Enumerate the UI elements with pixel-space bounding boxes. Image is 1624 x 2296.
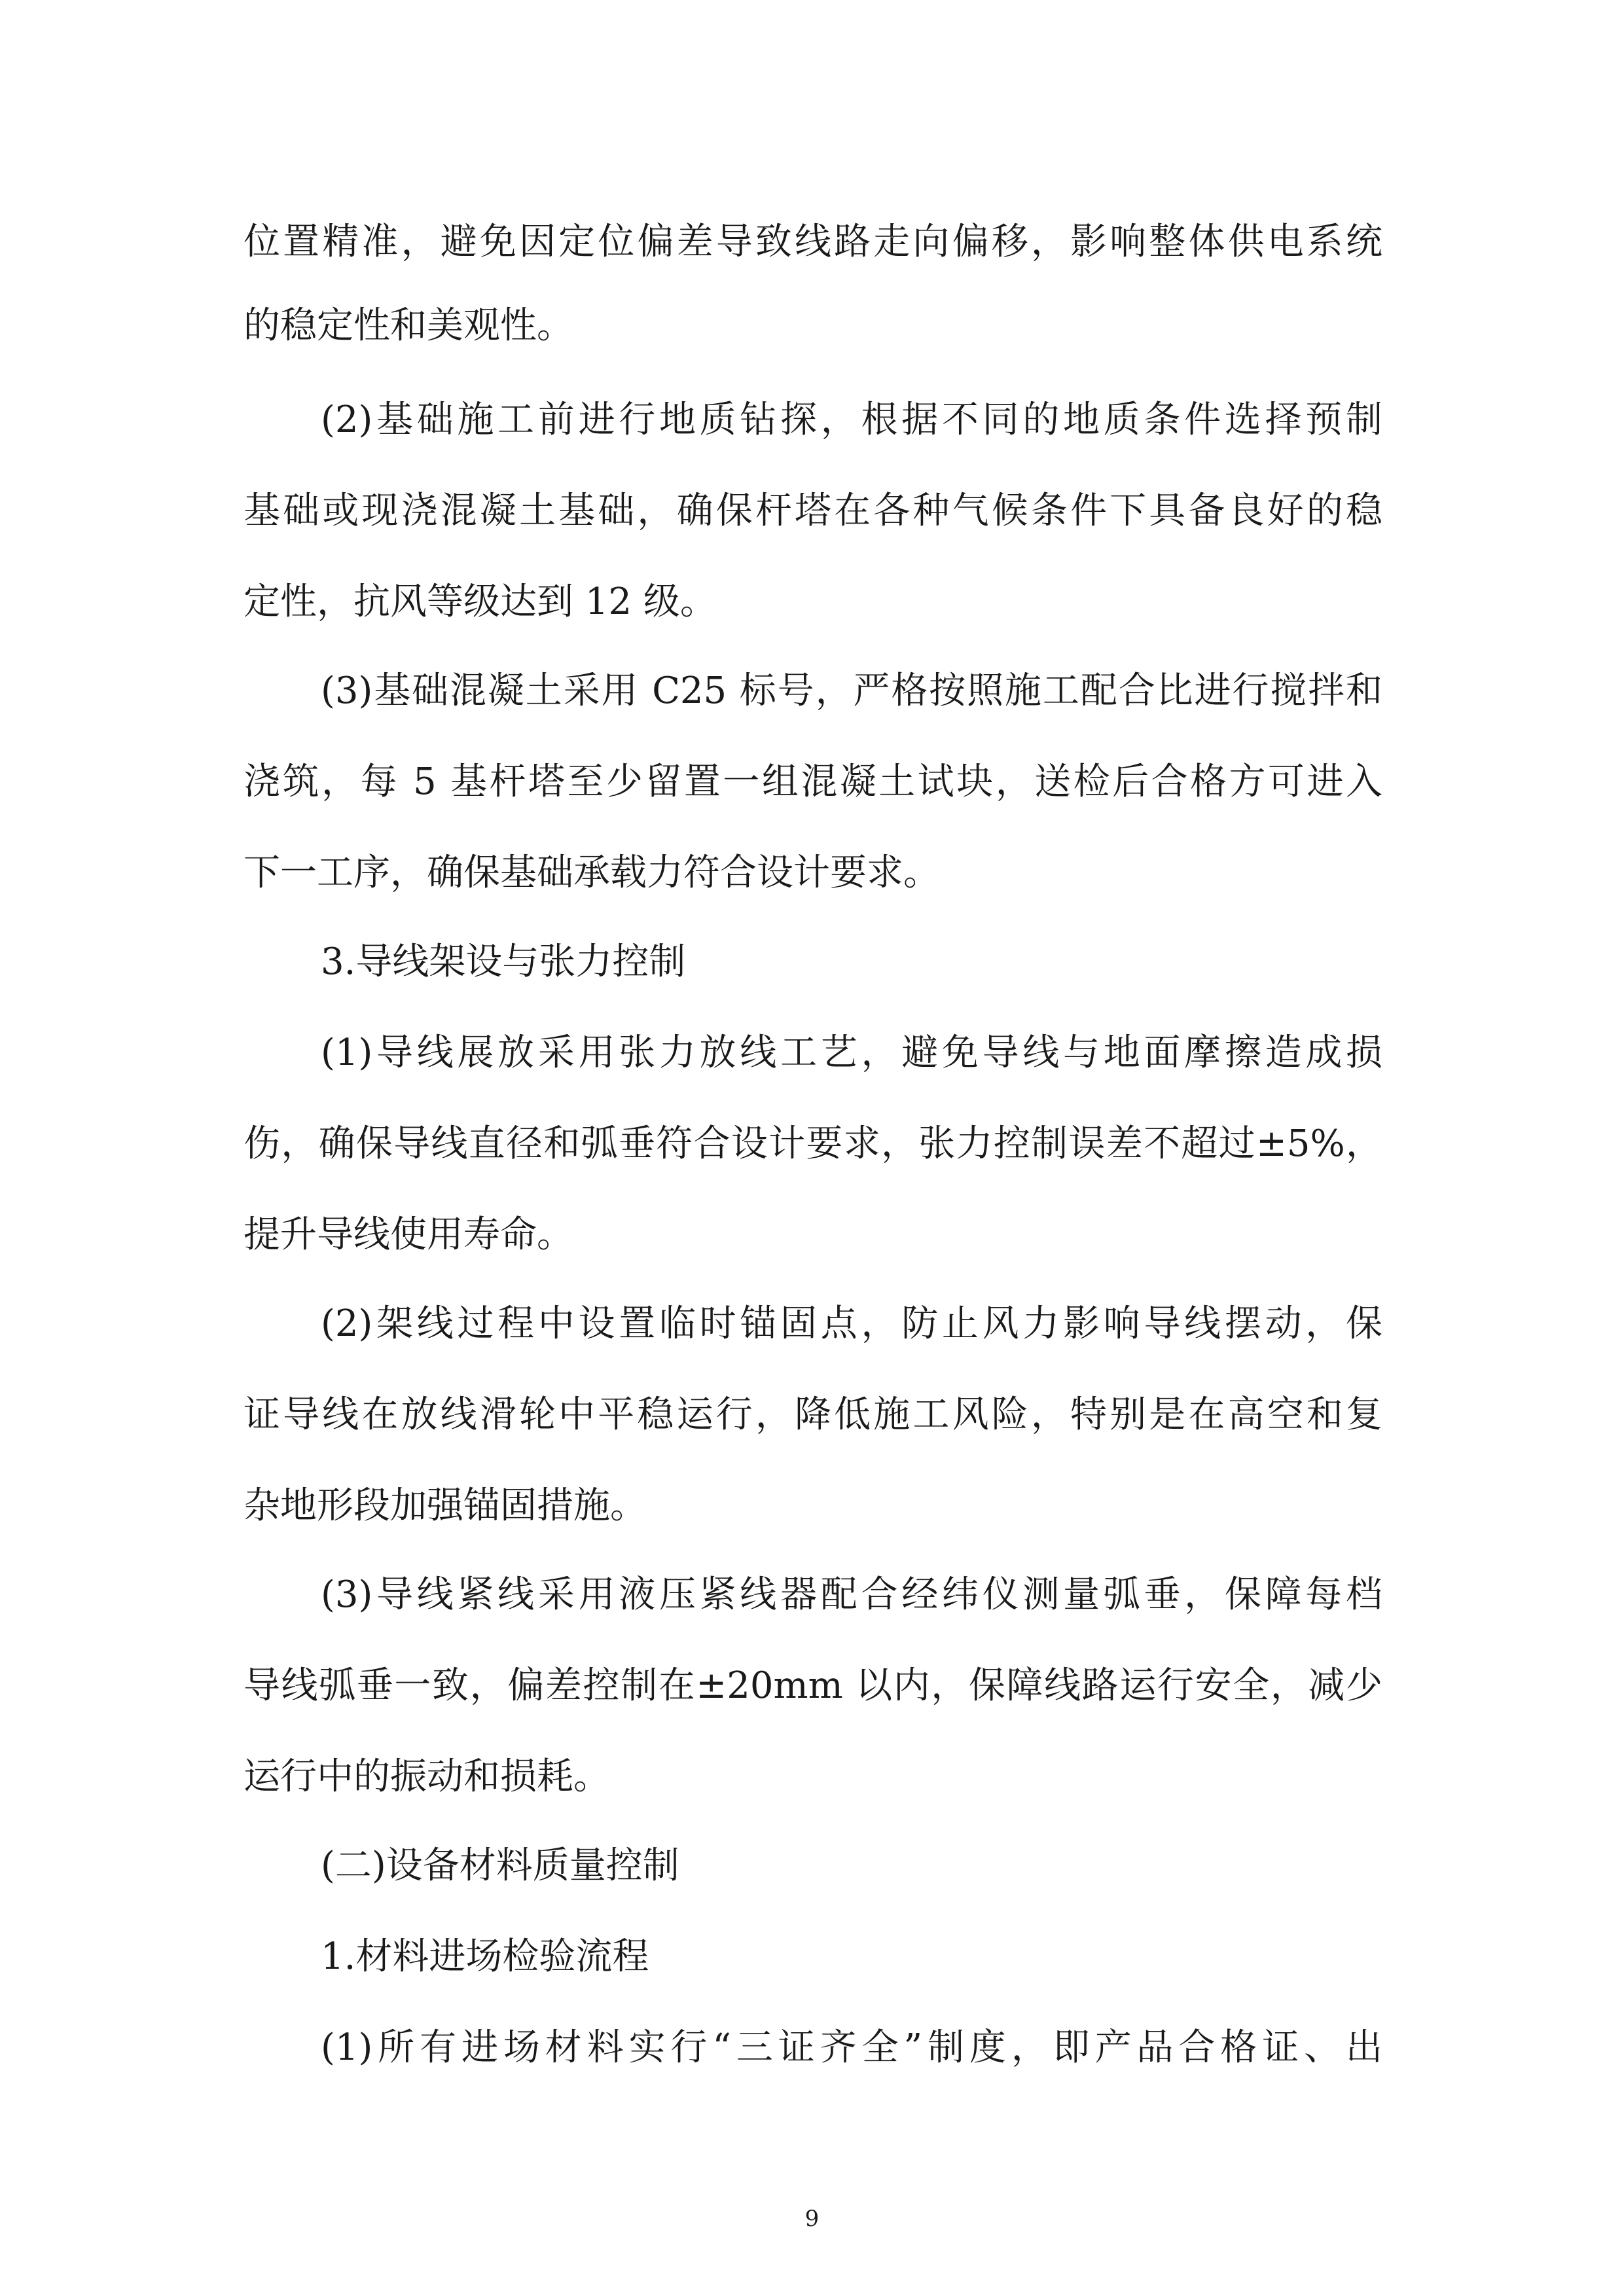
paragraph-line: 浇筑，每 5 基杆塔至少留置一组混凝土试块，送检后合格方可进入 — [244, 761, 1382, 803]
paragraph-line: 基础或现浇混凝土基础，确保杆塔在各种气候条件下具备良好的稳 — [244, 490, 1382, 532]
paragraph-line: 下一工序，确保基础承载力符合设计要求。 — [244, 852, 940, 894]
paragraph-line: 运行中的振动和损耗。 — [244, 1755, 610, 1798]
paragraph-line: (1)所有进场材料实行“三证齐全”制度，即产品合格证、出 — [321, 2026, 1382, 2069]
paragraph-line: 定性，抗风等级达到 12 级。 — [244, 581, 717, 623]
section-heading: 1.材料进场检验流程 — [321, 1935, 649, 1978]
paragraph-line: (1)导线展放采用张力放线工艺，避免导线与地面摩擦造成损 — [321, 1031, 1382, 1074]
paragraph-line: 提升导线使用寿命。 — [244, 1213, 573, 1256]
paragraph-line: 的稳定性和美观性。 — [244, 304, 573, 347]
paragraph-line: (3)基础混凝土采用 C25 标号，严格按照施工配合比进行搅拌和 — [321, 670, 1382, 712]
paragraph-line: 伤，确保导线直径和弧垂符合设计要求，张力控制误差不超过±5%， — [244, 1122, 1382, 1165]
paragraph-line: (2)基础施工前进行地质钻探，根据不同的地质条件选择预制 — [321, 399, 1382, 441]
section-heading: 3.导线架设与张力控制 — [321, 941, 686, 983]
paragraph-line: (3)导线紧线采用液压紧线器配合经纬仪测量弧垂，保障每档 — [321, 1573, 1382, 1616]
paragraph-line: 证导线在放线滑轮中平稳运行，降低施工风险，特别是在高空和复 — [244, 1393, 1382, 1436]
paragraph-line: 导线弧垂一致，偏差控制在±20mm 以内，保障线路运行安全，减少 — [244, 1664, 1382, 1707]
section-heading: (二)设备材料质量控制 — [321, 1844, 679, 1887]
paragraph-line: 杂地形段加强锚固措施。 — [244, 1484, 647, 1527]
paragraph-line: 位置精准，避免因定位偏差导致线路走向偏移，影响整体供电系统 — [244, 221, 1382, 263]
paragraph-line: (2)架线过程中设置临时锚固点，防止风力影响导线摆动，保 — [321, 1302, 1382, 1345]
page-number: 9 — [804, 2206, 820, 2232]
